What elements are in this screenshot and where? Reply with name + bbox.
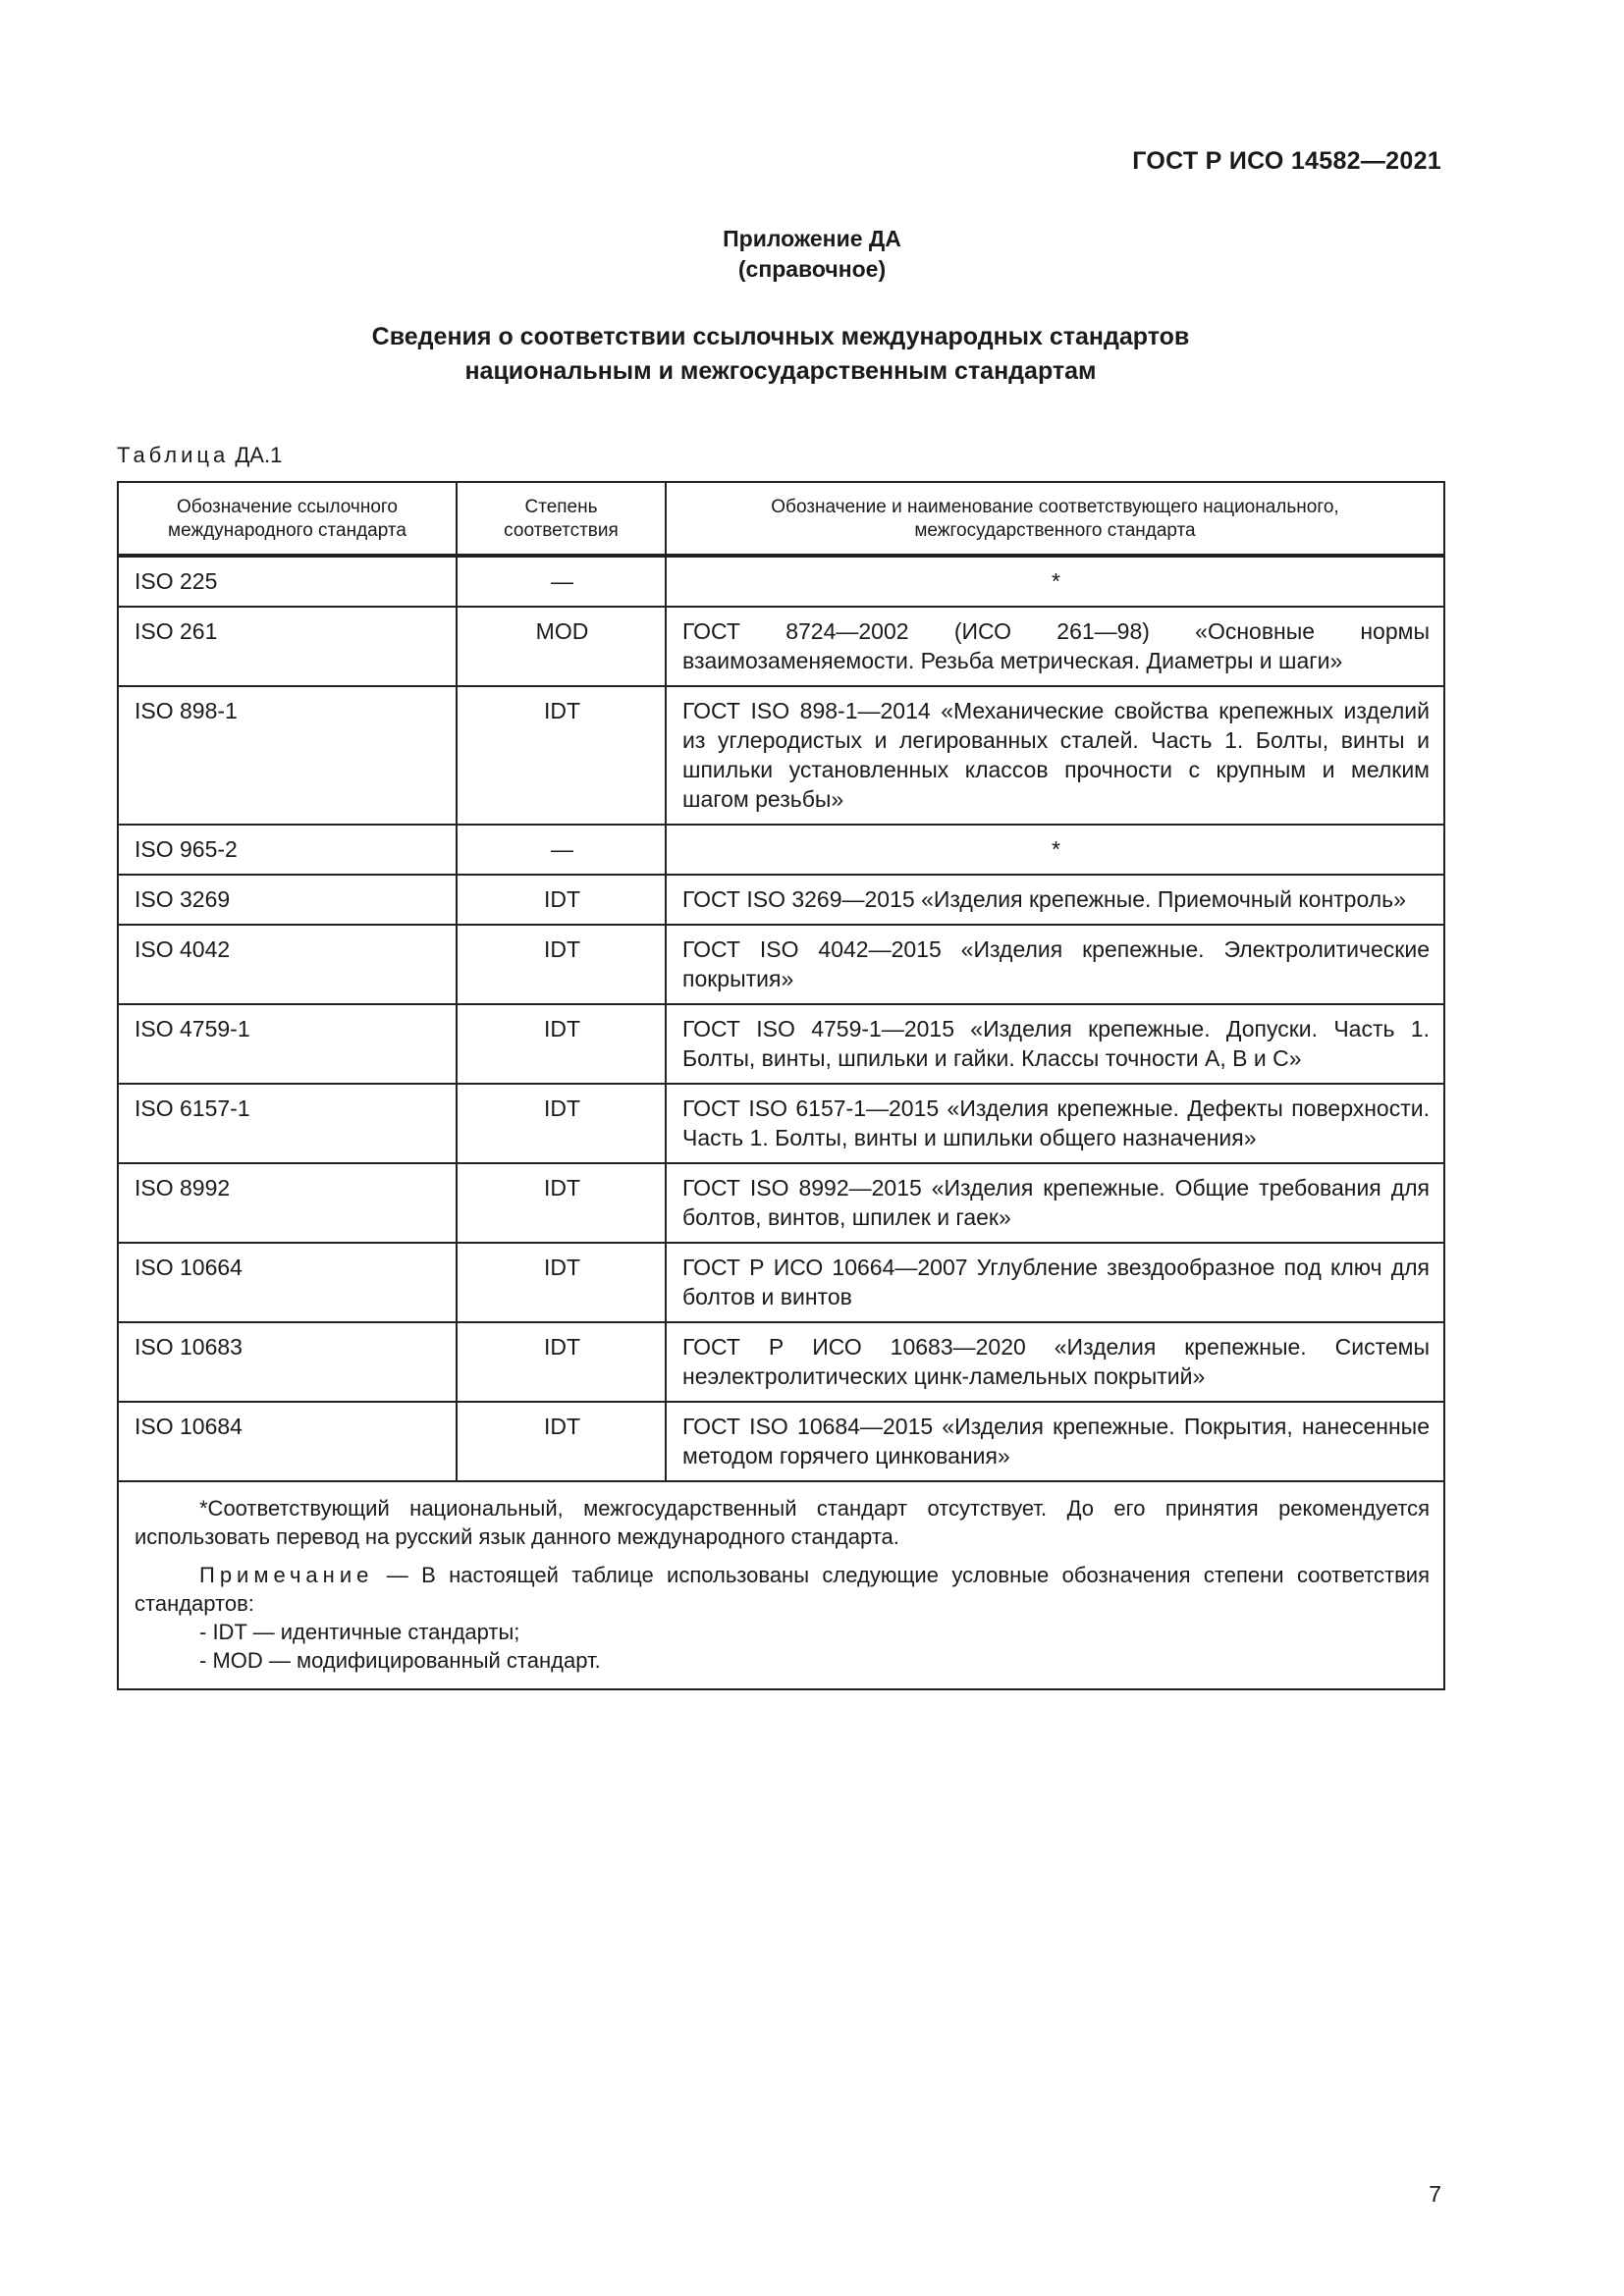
table-row	[118, 607, 1444, 686]
national-standard-cell: ГОСТ ISO 898-1—2014 «Механические свойства крепежных изделий из углеродистых и легированных сталей. Часть 1. Болты, винты и шпильки установленных классов прочности с крупным и мелким шагом резьбы»	[666, 686, 1444, 825]
document-code: ГОСТ Р ИСО 14582—2021	[1132, 147, 1441, 175]
national-standard-cell: ГОСТ ISO 10684—2015 «Изделия крепежные. Покрытия, нанесенные методом горячего цинкования»	[666, 1402, 1444, 1481]
appendix-subtitle: (справочное)	[737, 256, 887, 282]
national-standard-cell: ГОСТ ISO 8992—2015 «Изделия крепежные. Общие требования для болтов, винтов, шпилек и гаек»	[666, 1163, 1444, 1243]
table-row	[118, 1402, 1444, 1481]
table-label-word: Таблица	[117, 443, 230, 467]
table-row	[118, 1243, 1444, 1322]
international-standard-cell: ISO 10664	[118, 1243, 457, 1322]
table-body	[118, 555, 1444, 1481]
international-standard-cell: ISO 8992	[118, 1163, 457, 1243]
appendix-title-block	[0, 224, 1624, 285]
table-header-row	[118, 482, 1444, 555]
standards-correspondence-table	[117, 481, 1445, 1690]
column-header-degree: Степень соответствия	[457, 482, 666, 555]
section-heading-line-1: Сведения о соответствии ссылочных международных стандартов	[371, 323, 1190, 350]
table-row	[118, 875, 1444, 925]
national-standard-cell: *	[666, 825, 1444, 875]
international-standard-cell: ISO 965-2	[118, 825, 457, 875]
international-standard-cell: ISO 4042	[118, 925, 457, 1004]
legend-item-idt: - IDT — идентичные стандарты;	[199, 1620, 520, 1644]
section-heading	[0, 320, 1561, 389]
degree-cell: IDT	[457, 1163, 666, 1243]
degree-cell: IDT	[457, 1322, 666, 1402]
note	[135, 1561, 1430, 1618]
national-standard-cell: ГОСТ ISO 3269—2015 «Изделия крепежные. Приемочный контроль»	[666, 875, 1444, 925]
degree-cell: IDT	[457, 686, 666, 825]
international-standard-cell: ISO 4759-1	[118, 1004, 457, 1084]
international-standard-cell: ISO 225	[118, 557, 457, 607]
international-standard-cell: ISO 10683	[118, 1322, 457, 1402]
note-label: Примечание	[199, 1563, 374, 1587]
degree-cell: IDT	[457, 1084, 666, 1163]
international-standard-cell: ISO 261	[118, 607, 457, 686]
national-standard-cell: ГОСТ Р ИСО 10683—2020 «Изделия крепежные. Системы неэлектролитических цинк-ламельных покрытий»	[666, 1322, 1444, 1402]
national-standard-cell: ГОСТ ISO 6157-1—2015 «Изделия крепежные. Дефекты поверхности. Часть 1. Болты, винты и шпильки общего назначения»	[666, 1084, 1444, 1163]
legend-item-mod: - MOD — модифицированный стандарт.	[199, 1648, 601, 1673]
page-number: 7	[1429, 2181, 1441, 2207]
international-standard-cell: ISO 6157-1	[118, 1084, 457, 1163]
table-notes-row	[118, 1481, 1444, 1689]
national-standard-cell: ГОСТ Р ИСО 10664—2007 Углубление звездообразное под ключ для болтов и винтов	[666, 1243, 1444, 1322]
table-row	[118, 557, 1444, 607]
international-standard-cell: ISO 898-1	[118, 686, 457, 825]
section-heading-line-2: национальным и межгосударственным стандартам	[464, 357, 1097, 385]
degree-cell: IDT	[457, 1402, 666, 1481]
column-header-national-standard: Обозначение и наименование соответствующего национального, межгосударственного стандарта	[666, 482, 1444, 555]
table-row	[118, 1163, 1444, 1243]
table-notes	[118, 1481, 1444, 1689]
table-row	[118, 686, 1444, 825]
national-standard-cell: *	[666, 557, 1444, 607]
column-header-international-standard: Обозначение ссылочного международного стандарта	[118, 482, 457, 555]
national-standard-cell: ГОСТ ISO 4042—2015 «Изделия крепежные. Электролитические покрытия»	[666, 925, 1444, 1004]
table-row	[118, 1004, 1444, 1084]
degree-cell: —	[457, 557, 666, 607]
international-standard-cell: ISO 10684	[118, 1402, 457, 1481]
national-standard-cell: ГОСТ ISO 4759-1—2015 «Изделия крепежные. Допуски. Часть 1. Болты, винты, шпильки и гайки. Классы точности А, В и С»	[666, 1004, 1444, 1084]
degree-cell: MOD	[457, 607, 666, 686]
note-text: — В настоящей таблице использованы следующие условные обозначения степени соответствия стандартов:	[135, 1563, 1430, 1616]
footnote: *Соответствующий национальный, межгосударственный стандарт отсутствует. До его принятия рекомендуется использовать перевод на русский язык данного международного стандарта.	[135, 1496, 1430, 1549]
table-label	[117, 443, 282, 468]
table-row	[118, 1322, 1444, 1402]
table-row	[118, 925, 1444, 1004]
national-standard-cell: ГОСТ 8724—2002 (ИСО 261—98) «Основные нормы взаимозаменяемости. Резьба метрическая. Диаметры и шаги»	[666, 607, 1444, 686]
international-standard-cell: ISO 3269	[118, 875, 457, 925]
degree-cell: —	[457, 825, 666, 875]
appendix-title: Приложение ДА	[723, 226, 901, 251]
degree-cell: IDT	[457, 925, 666, 1004]
table-row	[118, 1084, 1444, 1163]
table-label-number: ДА.1	[235, 443, 283, 467]
degree-cell: IDT	[457, 1004, 666, 1084]
degree-cell: IDT	[457, 875, 666, 925]
degree-cell: IDT	[457, 1243, 666, 1322]
table-row	[118, 825, 1444, 875]
